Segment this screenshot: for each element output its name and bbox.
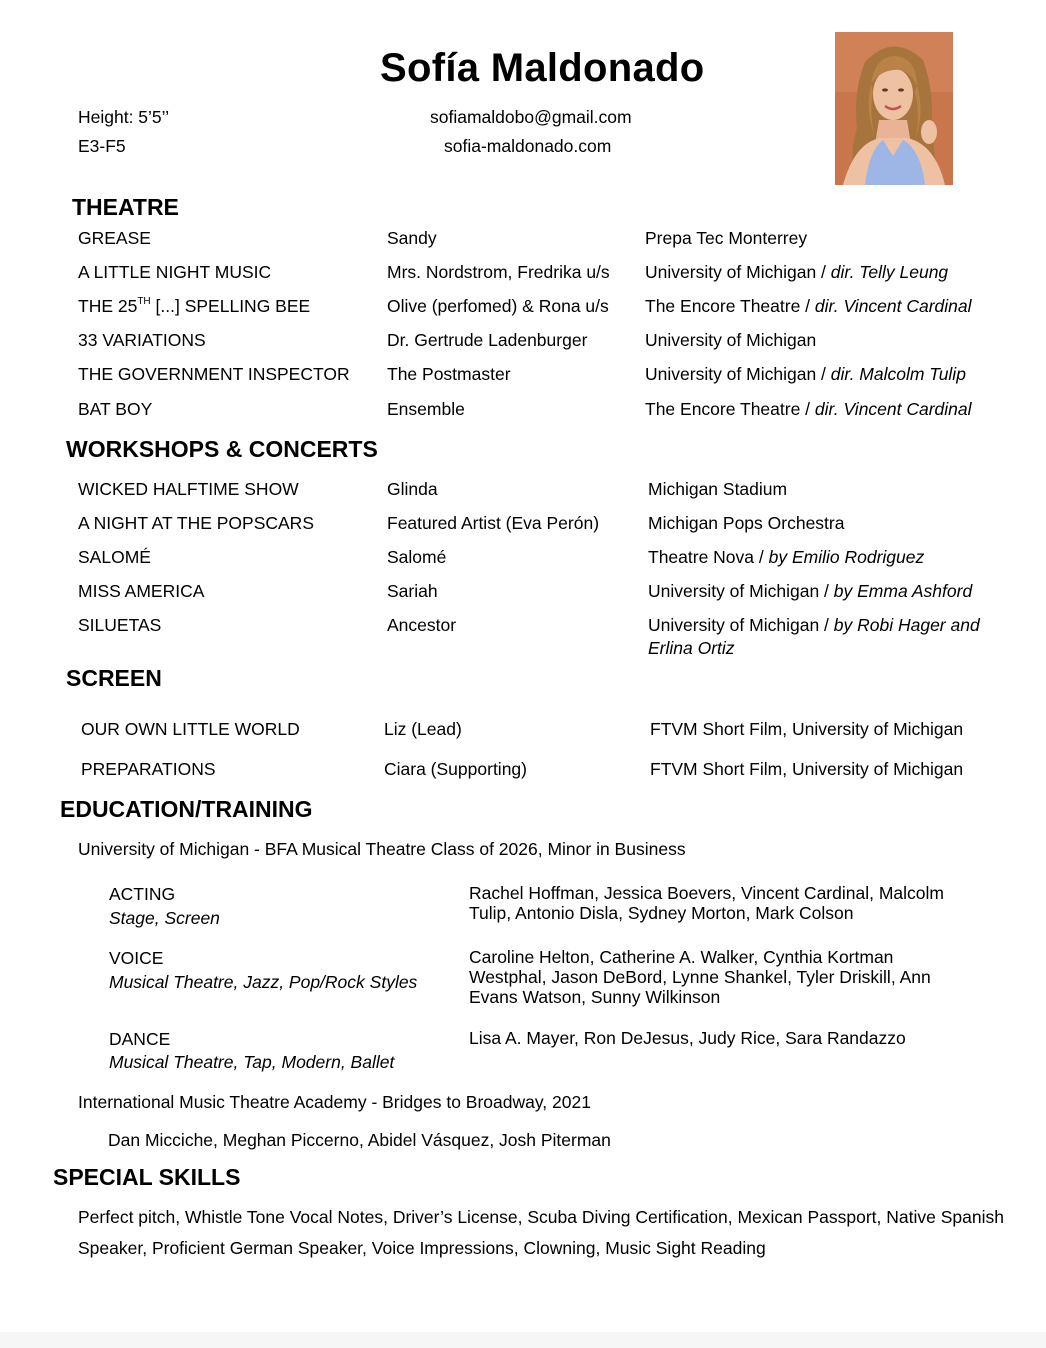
credit-show: OUR OWN LITTLE WORLD — [81, 719, 300, 739]
credit-show: WICKED HALFTIME SHOW — [78, 479, 299, 499]
training-teachers: Lisa A. Mayer, Ron DeJesus, Judy Rice, Sara Randazzo — [469, 1028, 906, 1048]
credit-role: Glinda — [387, 479, 438, 499]
vocal-range: E3-F5 — [78, 136, 126, 156]
training-teachers: Rachel Hoffman, Jessica Boevers, Vincent Cardinal, Malcolm Tulip, Antonio Disla, Sydney Morton, Mark Colson — [469, 883, 944, 923]
credit-show: THE 25TH [...] SPELLING BEE — [78, 296, 311, 316]
credit-venue: FTVM Short Film, University of Michigan — [650, 759, 964, 779]
credit-show: A LITTLE NIGHT MUSIC — [78, 262, 272, 282]
credit-show: BAT BOY — [78, 399, 153, 419]
credit-venue: The Encore Theatre / dir. Vincent Cardinal — [645, 296, 972, 316]
credit-show: GREASE — [78, 228, 151, 248]
credit-role: Olive (perfomed) & Rona u/s — [387, 296, 609, 316]
credit-show: 33 VARIATIONS — [78, 330, 206, 350]
school-program: University of Michigan - BFA Musical Theatre Class of 2026, Minor in Business — [78, 839, 686, 859]
section-heading-education: EDUCATION/TRAINING — [60, 796, 313, 822]
page-bottom-edge — [0, 1332, 1046, 1348]
credit-show: A NIGHT AT THE POPSCARS — [78, 513, 314, 533]
credit-role: Sandy — [387, 228, 437, 248]
credit-venue: Theatre Nova / by Emilio Rodriguez — [648, 547, 925, 567]
credit-director: dir. Malcolm Tulip — [830, 364, 966, 384]
credit-venue: The Encore Theatre / dir. Vincent Cardinal — [645, 399, 972, 419]
credit-role: Featured Artist (Eva Perón) — [387, 513, 600, 533]
credit-show: SALOMÉ — [78, 547, 151, 567]
credit-role: The Postmaster — [387, 364, 511, 384]
credit-venue: University of Michigan / by Robi Hager and — [648, 615, 980, 635]
section-heading-skills: SPECIAL SKILLS — [53, 1164, 241, 1190]
credit-show: PREPARATIONS — [81, 759, 216, 779]
headshot-photo — [835, 32, 953, 185]
credit-role: Ensemble — [387, 399, 465, 419]
training-area: VOICE — [109, 948, 164, 968]
website-link[interactable]: sofia-maldonado.com — [444, 136, 612, 156]
email-link[interactable]: sofiamaldobo@gmail.com — [430, 107, 632, 127]
section-heading-screen: SCREEN — [66, 665, 162, 691]
training-area: DANCE — [109, 1029, 171, 1049]
credit-role: Ancestor — [387, 615, 457, 635]
section-heading-theatre: THEATRE — [72, 194, 179, 220]
credit-venue: University of Michigan — [645, 330, 817, 350]
credit-venue: University of Michigan / by Emma Ashford — [648, 581, 973, 601]
training-teachers: Dan Micciche, Meghan Piccerno, Abidel Vásquez, Josh Piterman — [108, 1130, 611, 1150]
credit-role: Sariah — [387, 581, 438, 601]
section-heading-workshops: WORKSHOPS & CONCERTS — [66, 436, 378, 462]
skills-text: Perfect pitch, Whistle Tone Vocal Notes, Driver’s License, Scuba Diving Certification, Mexican Passport, Native Spanish — [78, 1207, 1004, 1227]
training-teachers: Caroline Helton, Catherine A. Walker, Cynthia Kortman Westphal, Jason DeBord, Lynne Shankel, Tyler Driskill, Ann Evans Watson, Sunny Wilkinson — [469, 947, 931, 1007]
credit-director: dir. Vincent Cardinal — [814, 296, 972, 316]
credit-venue: Prepa Tec Monterrey — [645, 228, 808, 248]
height-stat: Height: 5’5’’ — [78, 107, 170, 127]
credit-director-continued: Erlina Ortiz — [648, 638, 735, 658]
training-area: ACTING — [109, 884, 176, 904]
credit-role: Salomé — [387, 547, 447, 567]
training-styles: Stage, Screen — [109, 908, 220, 928]
credit-role: Liz (Lead) — [384, 719, 462, 739]
credit-director: by Emma Ashford — [833, 581, 973, 601]
credit-director: by Robi Hager and — [833, 615, 980, 635]
skills-text: Speaker, Proficient German Speaker, Voice Impressions, Clowning, Music Sight Reading — [78, 1238, 766, 1258]
credit-role: Ciara (Supporting) — [384, 759, 527, 779]
training-styles: Musical Theatre, Tap, Modern, Ballet — [109, 1052, 395, 1072]
credit-role: Mrs. Nordstrom, Fredrika u/s — [387, 262, 610, 282]
credit-venue: Michigan Pops Orchestra — [648, 513, 845, 533]
training-styles: Musical Theatre, Jazz, Pop/Rock Styles — [109, 972, 418, 992]
credit-director: by Emilio Rodriguez — [768, 547, 925, 567]
resume-name: Sofía Maldonado — [380, 46, 705, 90]
credit-show: SILUETAS — [78, 615, 162, 635]
credit-director: dir. Telly Leung — [830, 262, 949, 282]
credit-director: dir. Vincent Cardinal — [814, 399, 972, 419]
credit-venue: University of Michigan / dir. Telly Leung — [645, 262, 949, 282]
school-program: International Music Theatre Academy - Bridges to Broadway, 2021 — [78, 1092, 591, 1112]
credit-venue: FTVM Short Film, University of Michigan — [650, 719, 964, 739]
credit-venue: University of Michigan / dir. Malcolm Tulip — [645, 364, 966, 384]
credit-show: MISS AMERICA — [78, 581, 205, 601]
credit-venue: Michigan Stadium — [648, 479, 788, 499]
credit-show: THE GOVERNMENT INSPECTOR — [78, 364, 350, 384]
credit-role: Dr. Gertrude Ladenburger — [387, 330, 588, 350]
